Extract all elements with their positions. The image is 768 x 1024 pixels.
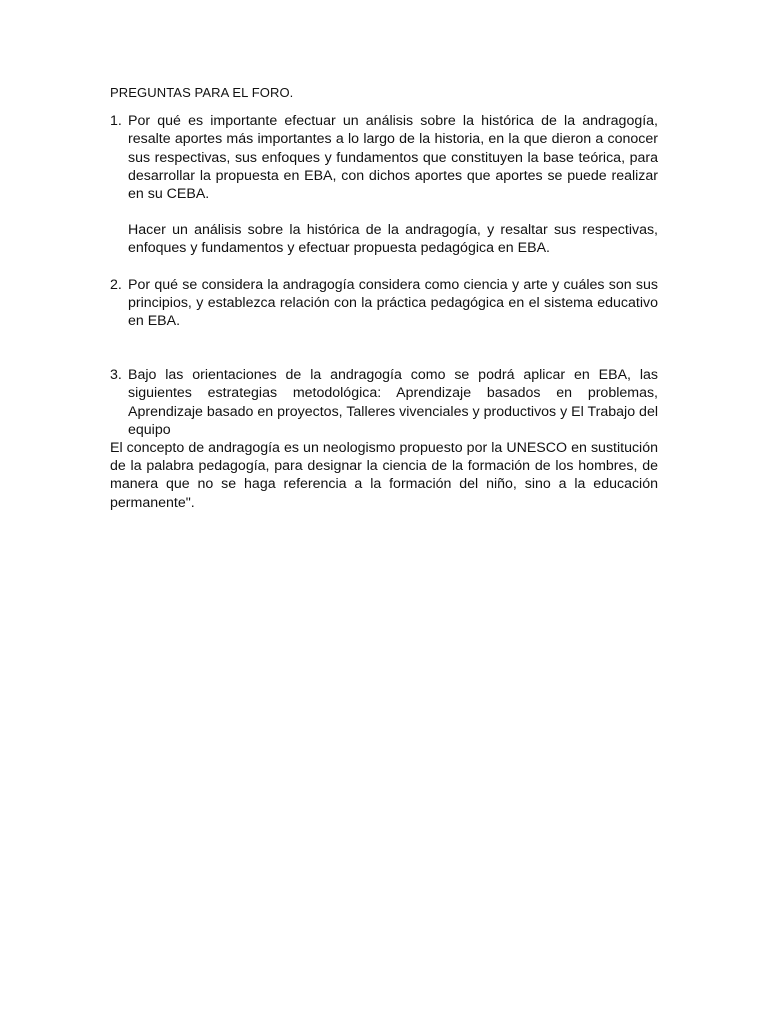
question-body [128, 366, 658, 439]
question-number: 1. [110, 113, 122, 130]
question-number: 2. [110, 276, 122, 293]
question-item-3 [110, 366, 658, 439]
question-number: 3. [110, 367, 122, 384]
question-body [128, 112, 658, 257]
question-subtext: Hacer un análisis sobre la histórica de la andragogía, y resaltar sus respectivas, enfoques y fundamentos y efectuar propuesta pedagógica en EBA. [128, 222, 658, 257]
question-text: Por qué se considera la andragogía considera como ciencia y arte y cuáles son sus principios, y establezca relación con la práctica pedagógica en el sistema educativo en EBA. [128, 276, 658, 330]
document-content [110, 84, 658, 512]
question-text: Bajo las orientaciones de la andragogía como se podrá aplicar en EBA, las siguientes estrategias metodológica: Aprendizaje basados en problemas, Aprendizaje basado en proyectos, Talleres vivenciales y productivos y El Trabajo del equipo [128, 367, 658, 438]
question-text: Por qué es importante efectuar un análisis sobre la histórica de la andragogía, resalte aportes más importantes a lo largo de la historia, en la que dieron a conocer sus respectivas, sus enfoques y fundamentos que constituyen la base teórica, para desarrollar la propuesta en EBA, con dichos aportes que aportes se puede realizar en su CEBA. [128, 113, 658, 203]
question-body [128, 276, 658, 331]
closing-paragraph: El concepto de andragogía es un neologismo propuesto por la UNESCO en sustitución de la palabra pedagogía, para designar la ciencia de la formación de los hombres, de manera que no se haga referencia a la formación del niño, sino a la educación permanente". [110, 440, 658, 511]
question-item-1 [110, 112, 658, 257]
document-heading: PREGUNTAS PARA EL FORO. [110, 85, 294, 100]
question-item-2 [110, 276, 658, 331]
